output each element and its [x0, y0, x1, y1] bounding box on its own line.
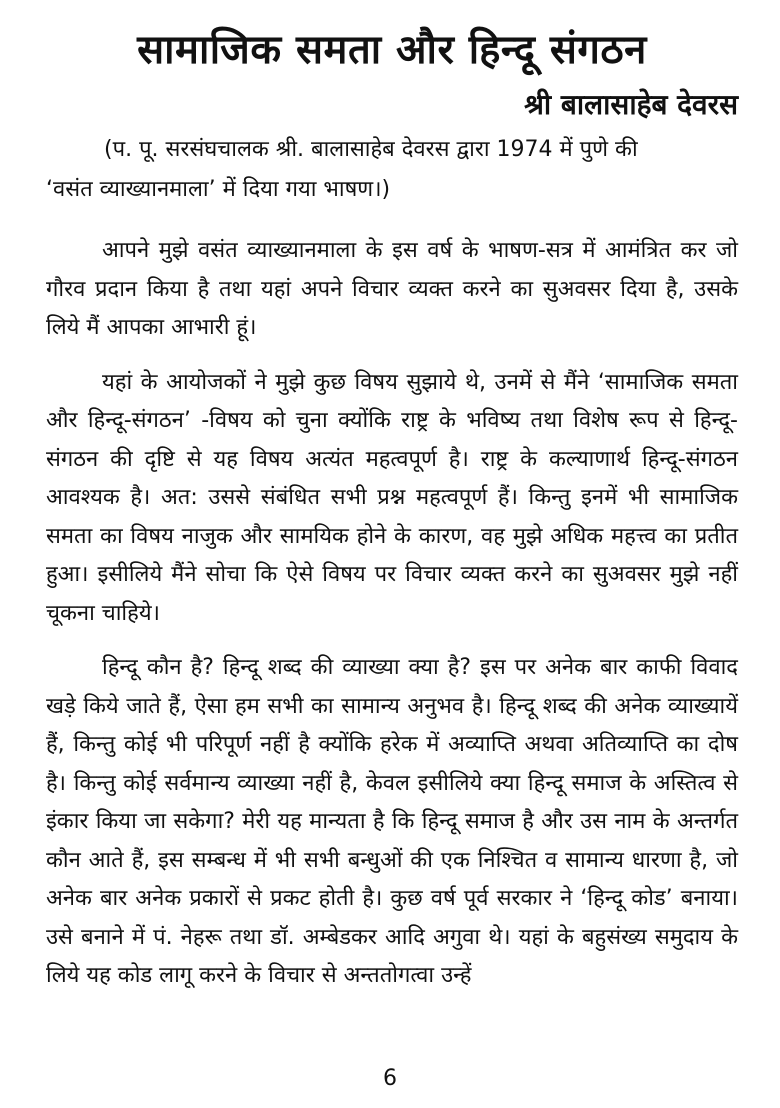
paragraph-1: आपने मुझे वसंत व्याख्यानमाला के इस वर्ष के भाषण-सत्र में आमंत्रित कर जो गौरव प्रदान किया है तथा यहां अपने विचार व्यक्त करने का सुअवसर दिया है, उसके लिये मैं आपका आभारी हूं।: [46, 238, 738, 340]
speech-note-line-2: ‘वसंत व्याख्यानमाला’ में दिया गया भाषण।): [46, 177, 391, 202]
page-number: 6: [383, 1066, 397, 1091]
document-title: सामाजिक समता और हिन्दू संगठन: [137, 27, 647, 73]
speech-note-line-1: (प. पू. सरसंघचालक श्री. बालासाहेब देवरस द्वारा 1974 में पुणे की: [104, 137, 638, 162]
paragraph-2: यहां के आयोजकों ने मुझे कुछ विषय सुझाये थे, उनमें से मैंने ‘सामाजिक समता और हिन्दू-संगठन’ -विषय को चुना क्योंकि राष्ट्र के भविष्य तथा विशेष रूप से हिन्दू-संगठन की दृष्टि से यह विषय अत्यंत महत्वपूर्ण है। राष्ट्र के कल्याणार्थ हिन्दू-संगठन आवश्यक है। अत: उससे संबंधित सभी प्रश्न महत्वपूर्ण हैं। किन्तु इनमें भी सामाजिक समता का विषय नाजुक और सामयिक होने के कारण, वह मुझे अधिक महत्त्व का प्रतीत हुआ। इसीलिये मैंने सोचा कि ऐसे विषय पर विचार व्यक्त करने का सुअवसर मुझे नहीं चूकना चाहिये।: [46, 369, 738, 626]
paragraph-3: हिन्दू कौन है? हिन्दू शब्द की व्याख्या क्या है? इस पर अनेक बार काफी विवाद खड़े किये जाते हैं, ऐसा हम सभी का सामान्य अनुभव है। हिन्दू शब्द की अनेक व्याख्यायें हैं, किन्तु कोई भी परिपूर्ण नहीं है क्योंकि हरेक में अव्याप्ति अथवा अतिव्याप्ति का दोष है। किन्तु कोई सर्वमान्य व्याख्या नहीं है, केवल इसीलिये क्या हिन्दू समाज के अस्तित्व से इंकार किया जा सकेगा? मेरी यह मान्यता है कि हिन्दू समाज है और उस नाम के अन्तर्गत कौन आते हैं, इस सम्बन्ध में भी सभी बन्धुओं की एक निश्चित व सामान्य धारणा है, जो अनेक बार अनेक प्रकारों से प्रकट होती है। कुछ वर्ष पूर्व सरकार ने ‘हिन्दू कोड’ बनाया। उसे बनाने में पं. नेहरू तथा डॉ. अम्बेडकर आदि अगुवा थे। यहां के बहुसंख्य समुदाय के लिये यह कोड लागू करने के विचार से अन्ततोगत्वा उन्हें: [46, 655, 738, 988]
author-name: श्री बालासाहेब देवरस: [524, 88, 738, 121]
speech-note: [46, 130, 738, 210]
